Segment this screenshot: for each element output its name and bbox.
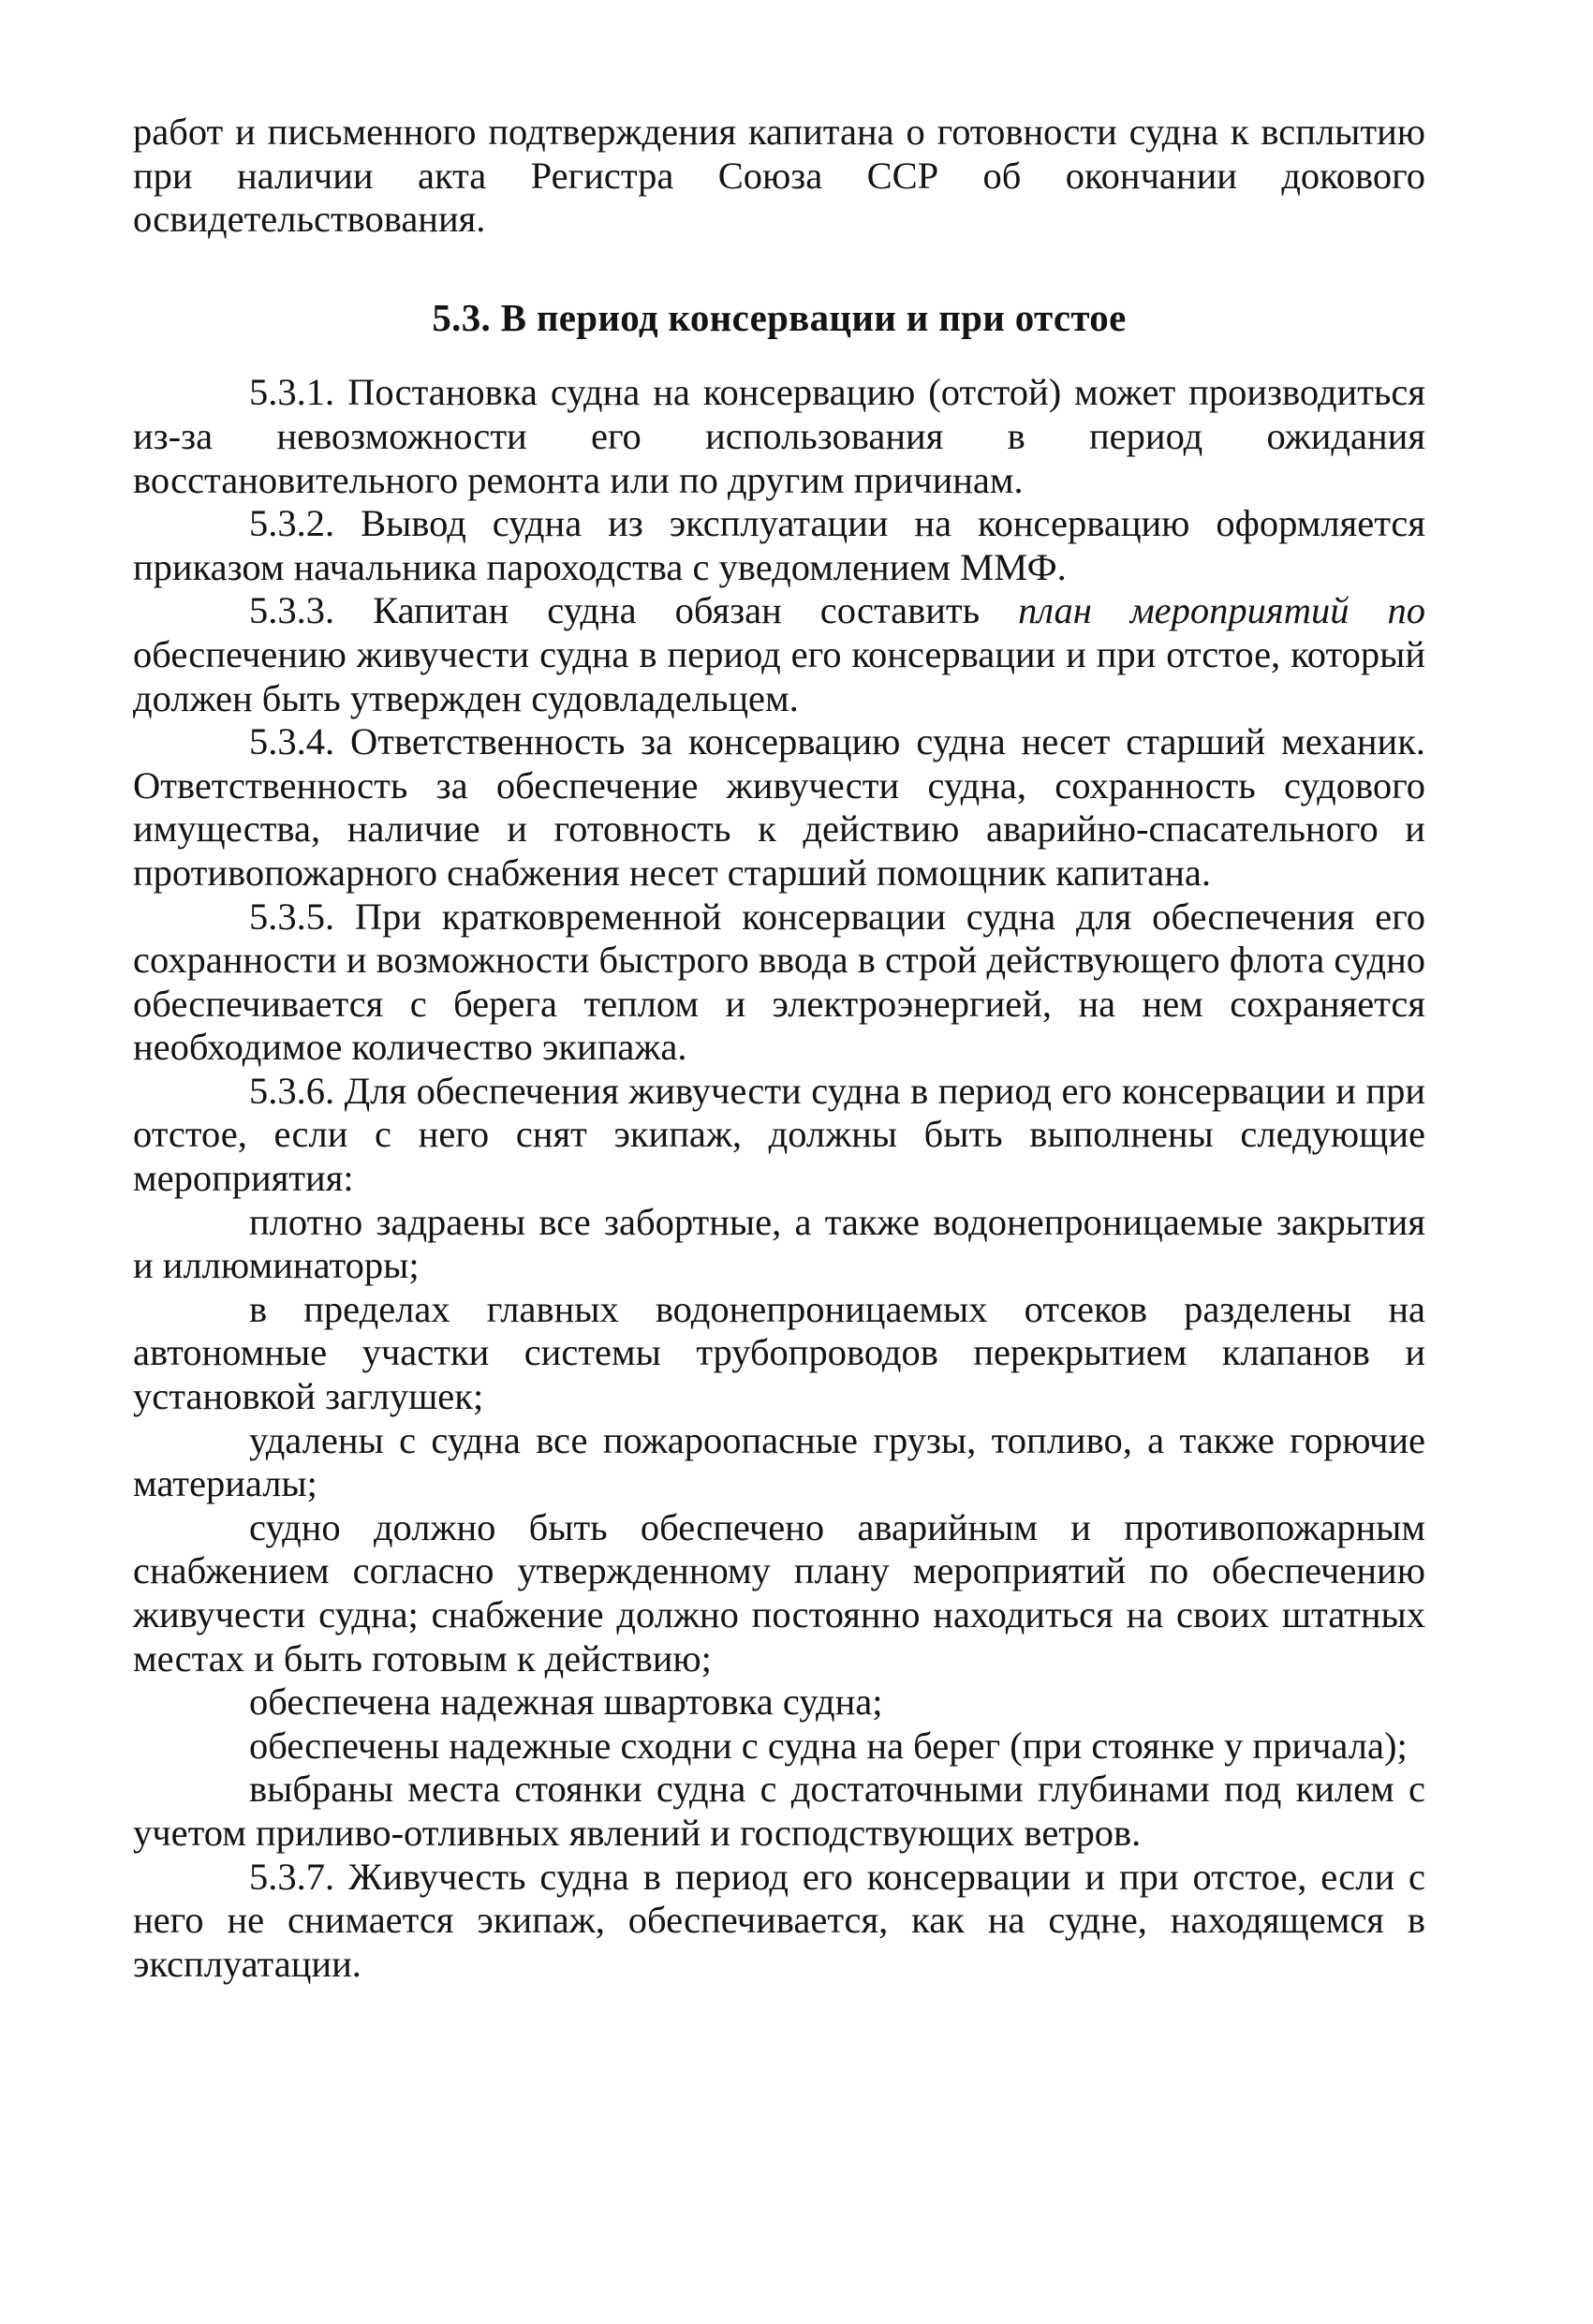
paragraph-5-3-4: 5.3.4. Ответственность за консервацию судна несет старший механик. Ответственность за обеспечение живучести судна, сохранность судового имущества, наличие и готовность к действию аварийно-спасательного и противопожарного снабжения несет старший помощник капитана. [133,720,1425,894]
measure-item: обеспечены надежные сходни с судна на берег (при стоянке у причала); [249,1724,1408,1767]
paragraph-5-3-1: 5.3.1. Постановка судна на консервацию (отстой) может производиться из-за невозможности его использования в период ожидания восстановительного ремонта или по другим причинам. [133,371,1425,501]
measure-item: в пределах главных водонепроницаемых отсеков разделены на автономные участки системы трубопроводов перекрытием клапанов и установкой заглушек; [133,1287,1425,1418]
section-heading: 5.3. В период консервации и при отстое [432,295,1127,339]
document-page [133,111,1425,1986]
paragraph-5-3-6: 5.3.6. Для обеспечения живучести судна в период его консервации и при отстое, если с него снят экипаж, должны быть выполнены следующие мероприятия: [133,1069,1425,1200]
paragraph-5-3-3-emphasis: план мероприятий по [1018,589,1425,632]
paragraph-5-3-3-end: обеспечению живучести судна в период его консервации и при отстое, который должен быть утвержден судовладельцем. [133,632,1425,719]
measure-item: обеспечена надежная швартовка судна; [249,1680,883,1724]
paragraph-5-3-3-start: 5.3.3. Капитан судна обязан составить [249,589,1019,632]
measures-list [133,1201,1425,1856]
measure-item: судно должно быть обеспечено аварийным и противопожарным снабжением согласно утвержденному плану мероприятий по обеспечению живучести судна; снабжение должно постоянно находиться на своих штатных местах и быть готовым к действию; [133,1505,1425,1680]
paragraph-5-3-7: 5.3.7. Живучесть судна в период его консервации и при отстое, если с него не снимается экипаж, обеспечивается, как на судне, находящемся в эксплуатации. [133,1855,1425,1985]
paragraph-5-3-5: 5.3.5. При кратковременной консервации судна для обеспечения его сохранности и возможности быстрого ввода в строй действующего флота судно обеспечивается с берега теплом и электроэнергией, на нем сохраняется необходимое количество экипажа. [133,895,1425,1069]
measure-item: выбраны места стоянки судна с достаточными глубинами под килем с учетом приливо-отливных явлений и господствующих ветров. [133,1768,1425,1854]
paragraph-5-3-2: 5.3.2. Вывод судна из эксплуатации на консервацию оформляется приказом начальника пароходства с уведомлением ММФ. [133,502,1425,588]
measure-item: удалены с судна все пожароопасные грузы, топливо, а также горючие материалы; [133,1418,1425,1505]
intro-paragraph: работ и письменного подтверждения капитана о готовности судна к всплытию при наличии акта Регистра Союза ССР об окончании докового освидетельствования. [133,111,1425,241]
paragraph-5-3-3 [133,589,1425,720]
measure-item: плотно задраены все забортные, а также водонепроницаемые закрытия и иллюминаторы; [133,1200,1425,1287]
